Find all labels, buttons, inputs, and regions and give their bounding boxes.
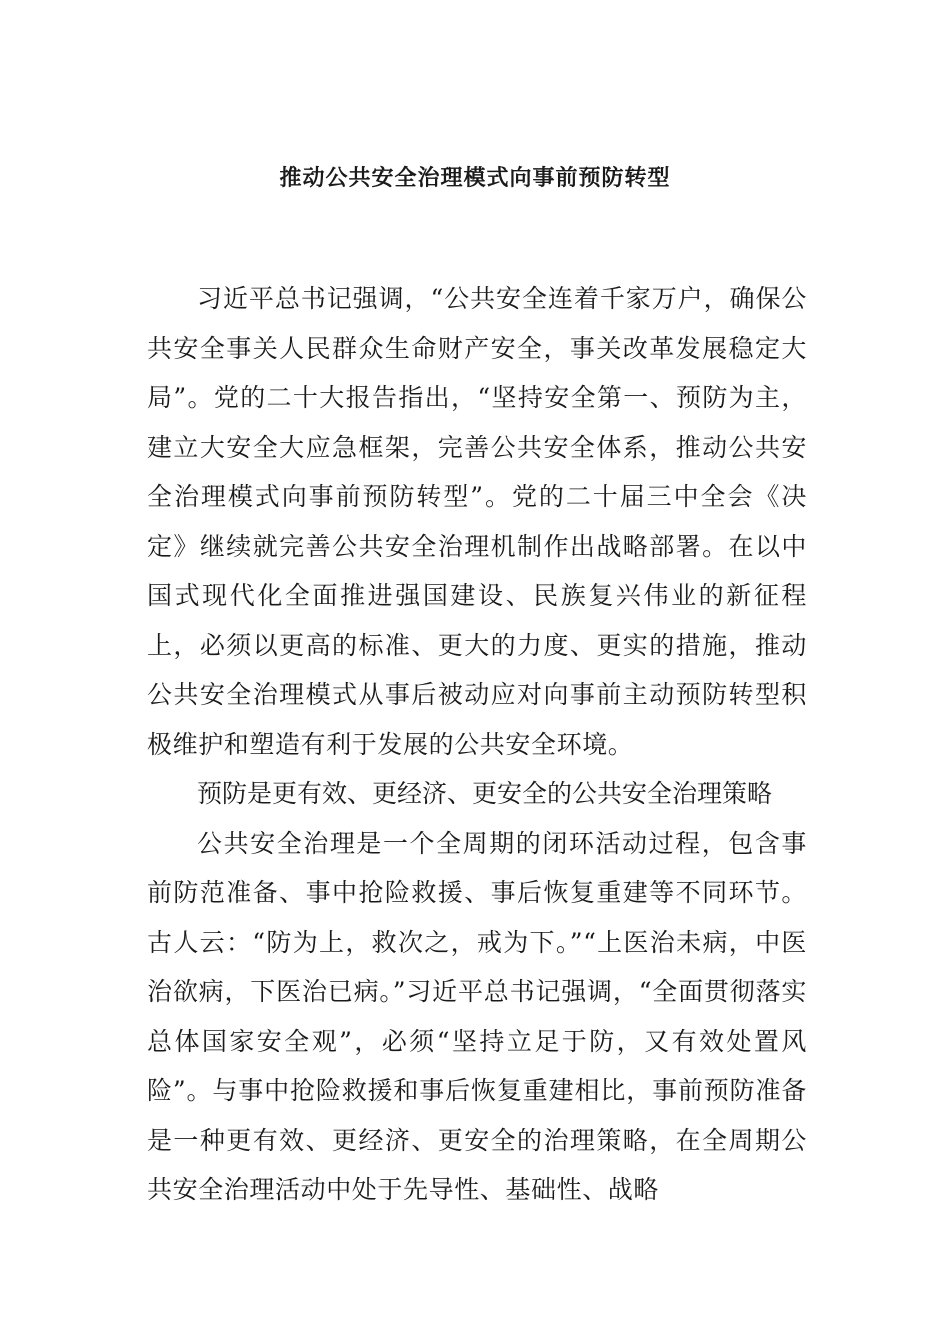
body-paragraph-prevention: 公共安全治理是一个全周期的闭环活动过程，包含事前防范准备、事中抢险救援、事后恢复重建等不同环节。古人云：“防为上，救次之，戒为下。”“上医治未病，中医治欲病，下医治已病。”习近平总书记强调，“全面贯彻落实总体国家安全观”，必须“坚持立足于防，又有效处置风险”。与事中抢险救援和事后恢复重建相比，事前预防准备是一种更有效、更经济、更安全的治理策略，在全周期公共安全治理活动中处于先导性、基础性、战略 [147,828,807,1204]
body-paragraph-intro: 习近平总书记强调，“公共安全连着千家万户，确保公共安全事关人民群众生命财产安全，事关改革发展稳定大局”。党的二十大报告指出，“坚持安全第一、预防为主，建立大安全大应急框架，完善公共安全体系，推动公共安全治理模式向事前预防转型”。党的二十届三中全会《决定》继续就完善公共安全治理机制作出战略部署。在以中国式现代化全面推进强国建设、民族复兴伟业的新征程上，必须以更高的标准、更大的力度、更实的措施，推动公共安全治理模式从事后被动应对向事前主动预防转型积极维护和塑造有利于发展的公共安全环境。 [147,284,807,759]
section-heading: 预防是更有效、更经济、更安全的公共安全治理策略 [197,779,773,808]
document-body [147,274,807,1215]
document-title: 推动公共安全治理模式向事前预防转型 [279,166,671,191]
